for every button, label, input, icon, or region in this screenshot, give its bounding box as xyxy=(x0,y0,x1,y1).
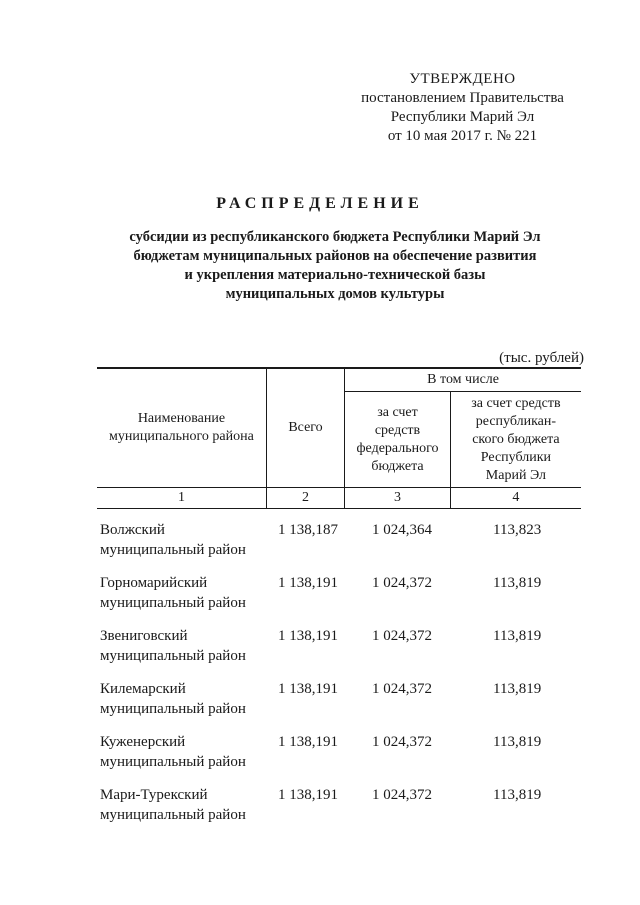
approval-line-date: от 10 мая 2017 г. № 221 xyxy=(387,128,538,144)
document-title: РАСПРЕДЕЛЕНИЕ xyxy=(216,195,424,212)
header-republican-line: Республики xyxy=(480,449,552,465)
district-name xyxy=(100,732,280,772)
subtitle-line: муниципальных домов культуры xyxy=(225,286,445,302)
district-name-line: муниципальный район xyxy=(100,595,246,611)
header-republican-line: Марий Эл xyxy=(485,467,546,483)
district-name-line: муниципальный район xyxy=(100,542,246,558)
subtitle-line: субсидии из республиканского бюджета Республики Марий Эл xyxy=(129,229,541,245)
distribution-table-header xyxy=(97,367,581,509)
approval-line-republic: Республики Марий Эл xyxy=(390,109,535,125)
district-name xyxy=(100,520,280,560)
approval-heading: УТВЕРЖДЕНО xyxy=(409,71,516,87)
district-name xyxy=(100,785,280,825)
header-federal-line: средств xyxy=(374,422,421,438)
header-federal xyxy=(345,392,451,488)
district-name xyxy=(100,679,280,719)
table-row xyxy=(97,626,581,679)
district-name-line: муниципальный район xyxy=(100,754,246,770)
district-name-line: муниципальный район xyxy=(100,807,246,823)
district-name-line: Куженерский xyxy=(100,734,186,750)
federal-value: 1 024,372 xyxy=(372,734,432,750)
federal-value: 1 024,364 xyxy=(372,522,432,538)
column-number: 3 xyxy=(345,488,451,509)
header-republican-line: республикан- xyxy=(475,413,557,429)
republican-value: 113,819 xyxy=(493,628,542,644)
table-row xyxy=(97,679,581,732)
district-name xyxy=(100,573,280,613)
republican-value: 113,823 xyxy=(493,522,542,538)
header-name-line: муниципального района xyxy=(109,429,254,444)
column-number: 2 xyxy=(266,488,344,509)
total-value: 1 138,191 xyxy=(278,681,338,697)
distribution-table-body xyxy=(97,520,581,838)
header-federal-line: федерального xyxy=(356,440,439,456)
total-value: 1 138,191 xyxy=(278,575,338,591)
column-number: 4 xyxy=(450,488,581,509)
district-name-line: Звениговский xyxy=(100,628,188,644)
republican-value: 113,819 xyxy=(493,787,542,803)
table-row xyxy=(97,520,581,573)
subtitle-line: бюджетам муниципальных районов на обеспечение развития xyxy=(133,248,537,264)
federal-value: 1 024,372 xyxy=(372,681,432,697)
header-republican xyxy=(450,392,581,488)
table-row xyxy=(97,785,581,838)
republican-value: 113,819 xyxy=(493,575,542,591)
subtitle-line: и укрепления материально-технической базы xyxy=(184,267,486,283)
header-name xyxy=(97,368,266,488)
federal-value: 1 024,372 xyxy=(372,628,432,644)
header-name-line: Наименование xyxy=(137,411,226,426)
federal-value: 1 024,372 xyxy=(372,575,432,591)
table-row xyxy=(97,732,581,785)
district-name-line: муниципальный район xyxy=(100,648,246,664)
header-federal-line: за счет xyxy=(377,404,418,420)
table-row xyxy=(97,573,581,626)
district-name-line: Мари-Турекский xyxy=(100,787,208,803)
unit-label: (тыс. рублей) xyxy=(499,350,584,366)
header-republican-line: за счет средств xyxy=(471,395,561,411)
header-total: Всего xyxy=(266,368,344,488)
total-value: 1 138,191 xyxy=(278,734,338,750)
total-value: 1 138,187 xyxy=(278,522,338,538)
header-republican-line: ского бюджета xyxy=(472,431,560,447)
total-value: 1 138,191 xyxy=(278,628,338,644)
total-value: 1 138,191 xyxy=(278,787,338,803)
republican-value: 113,819 xyxy=(493,734,542,750)
district-name xyxy=(100,626,280,666)
district-name-line: Волжский xyxy=(100,522,165,538)
republican-value: 113,819 xyxy=(493,681,542,697)
district-name-line: муниципальный район xyxy=(100,701,246,717)
document-subtitle xyxy=(100,228,570,304)
federal-value: 1 024,372 xyxy=(372,787,432,803)
approval-line-decree: постановлением Правительства xyxy=(361,90,564,106)
column-number: 1 xyxy=(97,488,266,509)
district-name-line: Горномарийский xyxy=(100,575,208,591)
district-name-line: Килемарский xyxy=(100,681,186,697)
header-federal-line: бюджета xyxy=(371,458,424,474)
header-including: В том числе xyxy=(345,368,581,392)
approval-stamp xyxy=(340,70,585,146)
